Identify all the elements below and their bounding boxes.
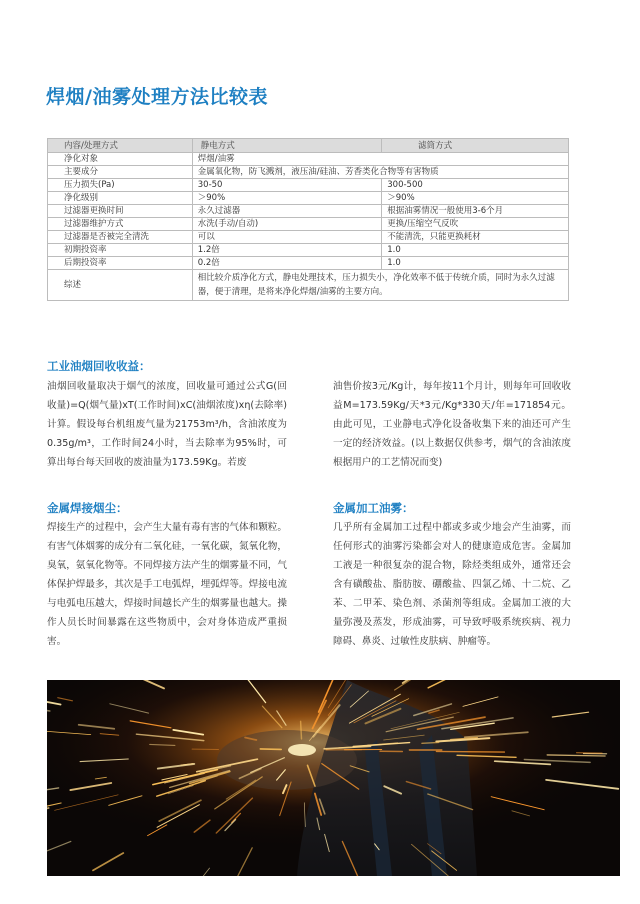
section-title-welding: 金属焊接烟尘：	[47, 501, 128, 515]
sparks-image	[47, 680, 620, 876]
table-cell: 0.2倍	[192, 257, 382, 270]
table-row	[48, 257, 569, 270]
section-title-recovery: 工业油烟回收收益：	[47, 359, 151, 373]
row-label: 过滤器维护方式	[48, 218, 193, 231]
table-cell: 300-500	[382, 179, 569, 192]
table-row	[48, 192, 569, 205]
row-label: 净化对象	[48, 153, 193, 166]
table-cell: 焊烟/油雾	[192, 153, 568, 166]
table-row	[48, 166, 569, 179]
table-cell: 根据油雾情况一般使用3-6个月	[382, 205, 569, 218]
table-cell: 永久过滤器	[192, 205, 382, 218]
table-row	[48, 179, 569, 192]
table-row	[48, 244, 569, 257]
row-label: 初期投资率	[48, 244, 193, 257]
table-cell: 1.0	[382, 244, 569, 257]
spark-streak	[436, 751, 504, 752]
column-header: 内容/处理方式	[48, 139, 193, 153]
row-label: 过滤器更换时间	[48, 205, 193, 218]
column-header: 滤筒方式	[382, 139, 569, 153]
row-label: 主要成分	[48, 166, 193, 179]
row-label: 后期投资率	[48, 257, 193, 270]
table-cell: 更换/压缩空气反吹	[382, 218, 569, 231]
table-cell: 1.2倍	[192, 244, 382, 257]
comparison-table	[47, 138, 569, 301]
table-cell: 可以	[192, 231, 382, 244]
table-row	[48, 231, 569, 244]
page-title: 焊烟/油雾处理方法比较表	[46, 86, 268, 108]
row-label: 净化级别	[48, 192, 193, 205]
table-cell: 30-50	[192, 179, 382, 192]
recovery-text-left: 油烟回收量取决于烟气的浓度，回收量可通过公式G(回收量)=Q(烟气量)xT(工作时间)xC(油烟浓度)xη(去除率)计算。假设每台机组废气量为21753m³/h，含油浓度为0.35g/m³，工作时间24小时，当去除率为95%时，可算出每台每天回收的废油量为173.59Kg。若废	[47, 381, 287, 468]
summary-cell: 相比较介质净化方式，静电处理技术，压力损失小，净化效率不低于传统介质，同时为永久过滤器，便于清理，是将来净化焊烟/油雾的主要方向。	[192, 270, 568, 301]
table-cell: 金属氧化物，防飞溅剂，液压油/硅油、芳香类化合物等有害物质	[192, 166, 568, 179]
table-row	[48, 218, 569, 231]
welding-sparks-photo	[47, 680, 620, 876]
table-row	[48, 153, 569, 166]
table-cell: ＞90%	[382, 192, 569, 205]
row-label: 综述	[48, 270, 193, 301]
table-cell: 不能清洗，只能更换耗材	[382, 231, 569, 244]
section-title-machining: 金属加工油雾：	[333, 501, 414, 515]
table-cell: ＞90%	[192, 192, 382, 205]
column-header: 静电方式	[192, 139, 382, 153]
machining-text: 几乎所有金属加工过程中都或多或少地会产生油雾，而任何形式的油雾污染都会对人的健康造成危害。金属加工液是一种很复杂的混合物，除烃类组成外，通常还会含有磺酸盐、脂肪胺、硼酸盐、四氯乙烯、十二烷、乙苯、二甲苯、染色剂、杀菌剂等组成。金属加工液的大量弥漫及蒸发，形成油雾，可导致呼吸系统疾病、视力障碍、鼻炎、过敏性皮肤病、肿瘤等。	[333, 522, 571, 647]
spark-streak	[260, 749, 281, 750]
spark-streak	[301, 721, 302, 739]
row-label: 过滤器是否被完全清洗	[48, 231, 193, 244]
table-row-summary	[48, 270, 569, 301]
recovery-text-right: 油售价按3元/Kg计，每年按11个月计，则每年可回收收益M=173.59Kg/天*3元/Kg*330天/年=171854元。由此可见，工业静电式净化设备收集下来的油还可产生一定的经济效益。(以上数据仅供参考，烟气的含油浓度根据用户的工艺情况而变)	[333, 381, 571, 468]
spark-streak	[422, 742, 439, 743]
table-row	[48, 205, 569, 218]
table-cell: 水洗(手动/自动)	[192, 218, 382, 231]
welding-text: 焊接生产的过程中，会产生大量有毒有害的气体和颗粒。有害气体烟雾的成分有二氧化硅，一氧化碳，氮氧化物，臭氧，氨氧化物等。不同焊接方法产生的烟雾量不同，气体保护焊最多，其次是手工电弧焊，埋弧焊等。焊接电流与电弧电压越大，焊接时间越长产生的烟雾量也越大。操作人员长时间暴露在这些物质中，会对身体造成严重损害。	[47, 522, 287, 647]
table-cell: 1.0	[382, 257, 569, 270]
row-label: 压力损失(Pa)	[48, 179, 193, 192]
table-header-row	[48, 139, 569, 153]
